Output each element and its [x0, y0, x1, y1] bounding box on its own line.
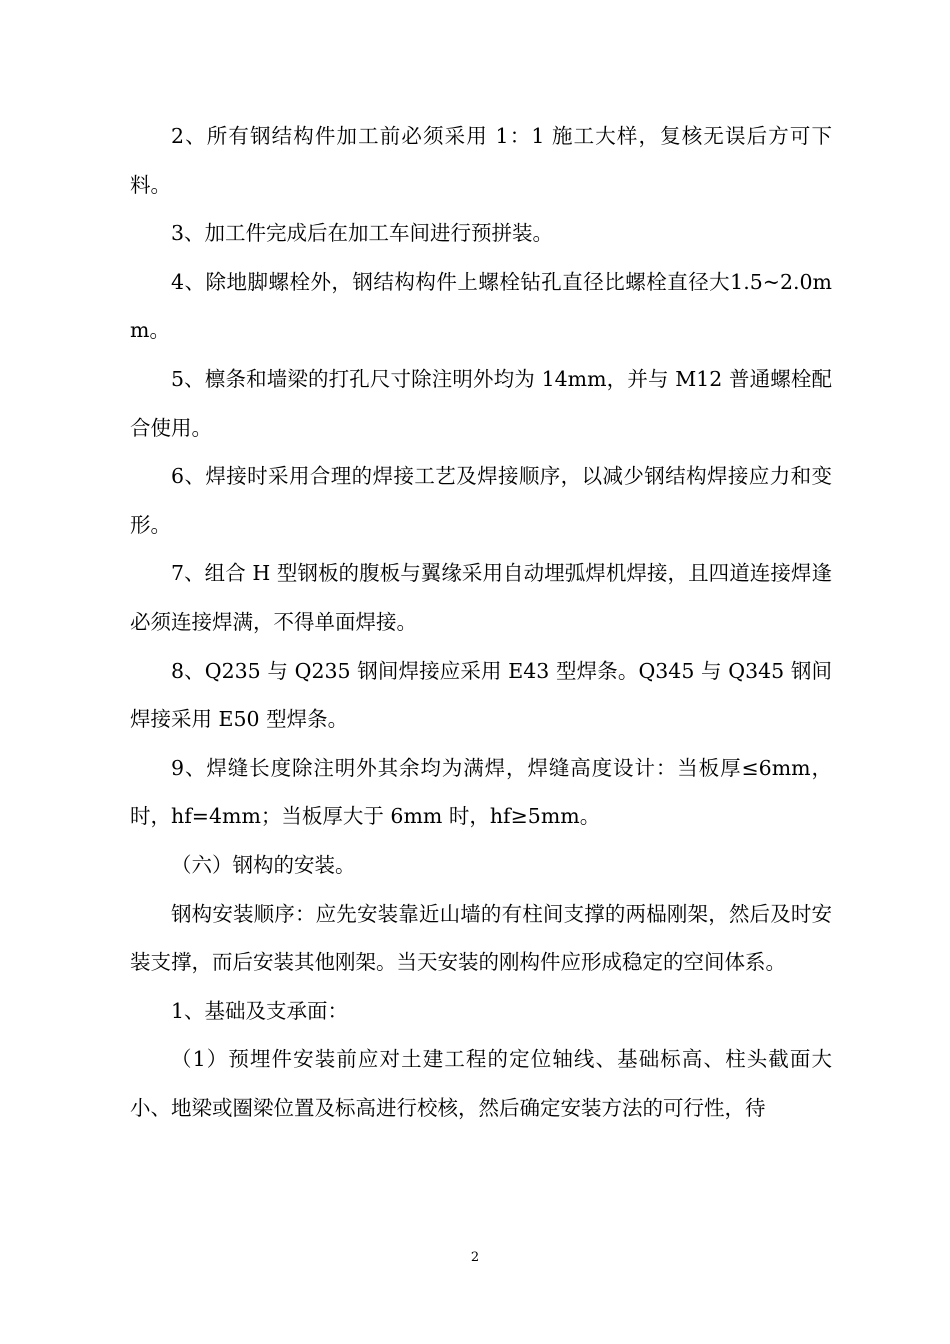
paragraph-item-7: 7、组合 H 型钢板的腹板与翼缘采用自动埋弧焊机焊接，且四道连接焊逢必须连接焊满，不得单面焊接。	[130, 561, 832, 634]
paragraph-item-6: 6、焊接时采用合理的焊接工艺及焊接顺序，以减少钢结构焊接应力和变形。	[130, 464, 832, 537]
section-heading-installation: （六）钢构的安装。	[171, 852, 356, 877]
subheading-foundation: 1、基础及支承面：	[171, 998, 349, 1023]
paragraph-item-4: 4、除地脚螺栓外，钢结构构件上螺栓钻孔直径比螺栓直径大1.5~2.0mm。	[130, 269, 832, 343]
paragraph-item-2: 2、所有钢结构件加工前必须采用 1：1 施工大样，复核无误后方可下料。	[130, 124, 832, 197]
paragraph-item-5: 5、檩条和墙梁的打孔尺寸除注明外均为 14mm，并与 M12 普通螺栓配合使用。	[130, 366, 832, 440]
paragraph-installation-sequence: 钢构安装顺序：应先安装靠近山墙的有柱间支撑的两榀刚架，然后及时安装支撑，而后安装其他刚架。当天安装的刚构件应形成稳定的空间体系。	[130, 901, 832, 975]
paragraph-embedded-parts: （1）预埋件安装前应对土建工程的定位轴线、基础标高、柱头截面大小、地梁或圈梁位置及标高进行校核，然后确定安装方法的可行性，待	[130, 1047, 832, 1120]
page-number: 2	[470, 1250, 480, 1265]
paragraph-item-9: 9、焊缝长度除注明外其余均为满焊，焊缝高度设计：当板厚≤6mm，时，hf=4mm；当板厚大于 6mm 时，hf≥5mm。	[130, 755, 832, 829]
paragraph-item-8: 8、Q235 与 Q235 钢间焊接应采用 E43 型焊条。Q345 与 Q345 钢间焊接采用 E50 型焊条。	[130, 658, 832, 732]
document-body	[130, 112, 832, 1132]
paragraph-item-3: 3、加工件完成后在加工车间进行预拼装。	[171, 221, 554, 246]
